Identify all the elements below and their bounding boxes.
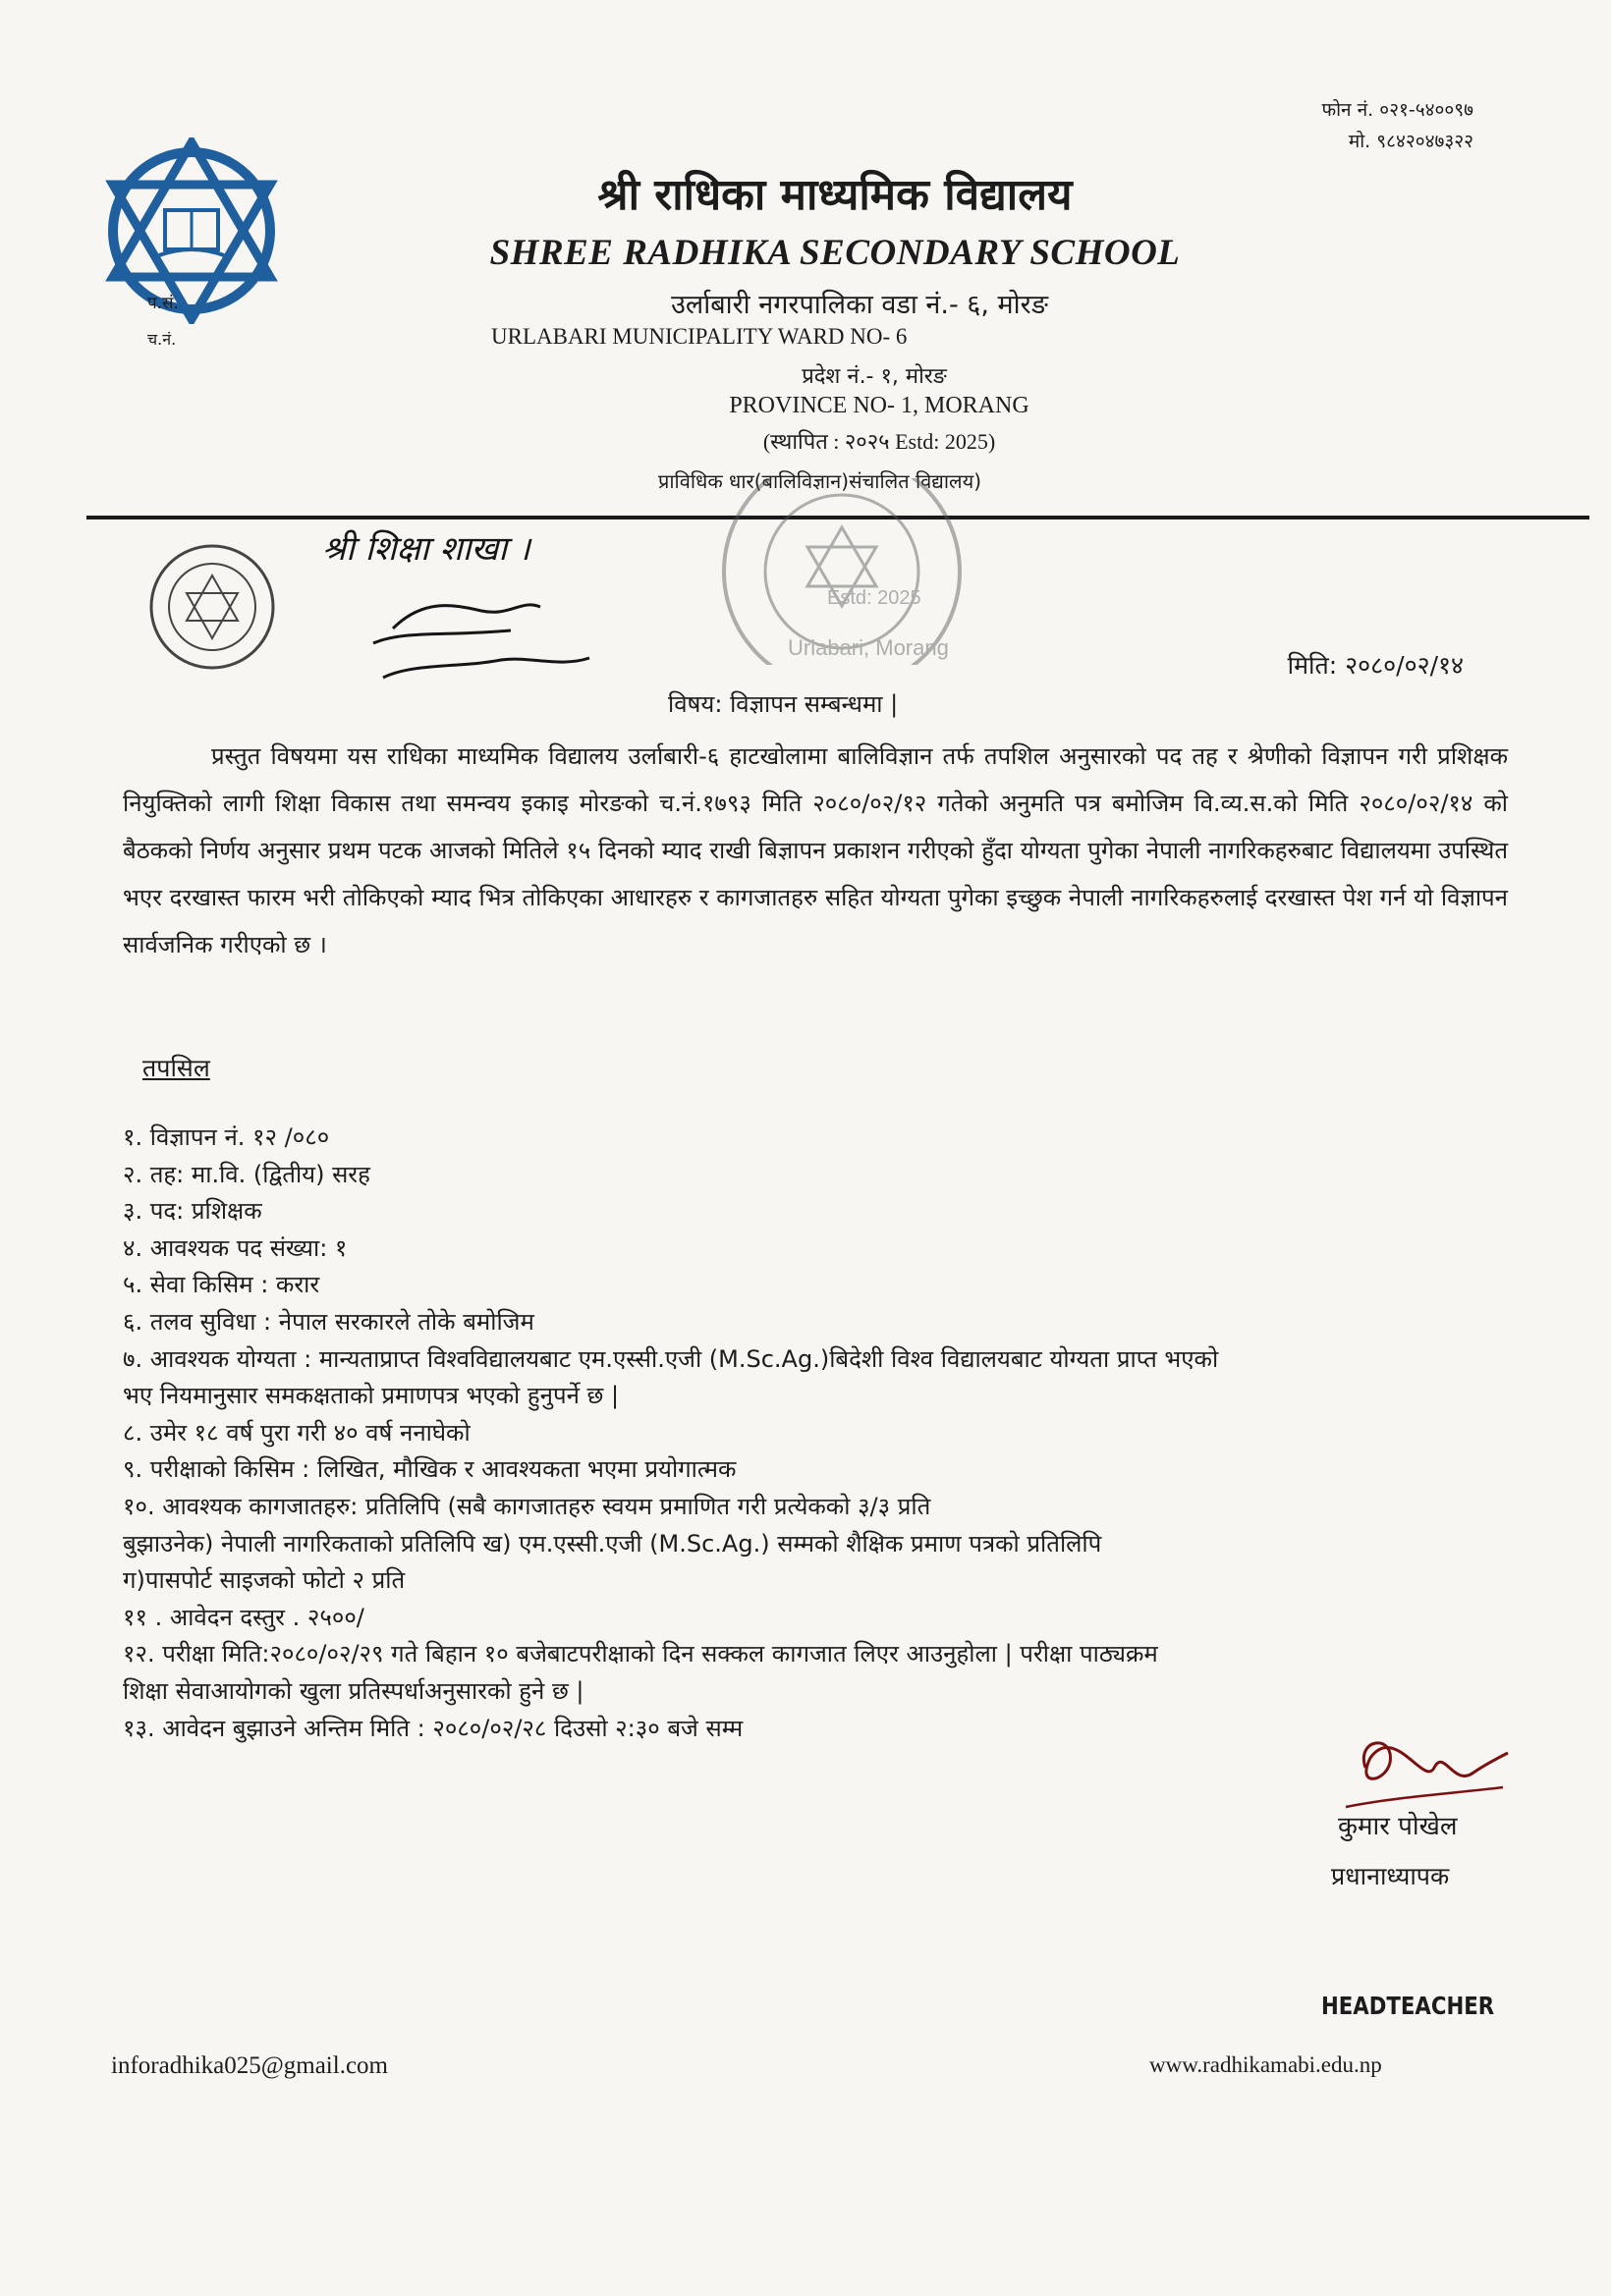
list-item: शिक्षा सेवाआयोगको खुला प्रतिस्पर्धाअनुसारको हुने छ | xyxy=(123,1676,584,1705)
list-item: ३. पद: प्रशिक्षक xyxy=(123,1197,262,1226)
list-item: १३. आवेदन बुझाउने अन्तिम मिति : २०८०/०२/२८ दिउसो २:३० बजे सम्म xyxy=(123,1714,744,1742)
list-item: १०. आवश्यक कागजातहरु: प्रतिलिपि (सबै कागजातहरु स्वयम प्रमाणित गरी प्रत्येकको ३/३ प्रति xyxy=(123,1492,931,1520)
list-item: १२. परीक्षा मिति:२०८०/०२/२९ गते बिहान १० बजेबाटपरीक्षाको दिन सक्कल कागजात लिएर आउनुहोला | परीक्षा पाठ्यक्रम xyxy=(123,1640,1158,1668)
stamp-place-text: Urlabari, Morang xyxy=(788,635,949,660)
established-year: (स्थापित : २०२५ Estd: 2025) xyxy=(762,429,996,454)
list-item: ९. परीक्षाको किसिम : लिखित, मौखिक र आवश्यकता भएमा प्रयोगात्मक xyxy=(123,1455,737,1484)
list-item: १. विज्ञापन नं. १२ /०८० xyxy=(123,1123,330,1151)
dispatch-number-label: च.नं. xyxy=(147,330,177,349)
municipality-english: URLABARI MUNICIPALITY WARD NO- 6 xyxy=(491,324,908,349)
details-heading: तपसिल xyxy=(142,1054,210,1082)
technical-stream-note: प्राविधिक धार(बालिविज्ञान)संचालित विद्यालय) xyxy=(658,469,982,493)
signatory-name: कुमार पोखेल xyxy=(1338,1812,1458,1841)
letter-body: प्रस्तुत विषयमा यस राधिका माध्यमिक विद्यालय उर्लाबारी-६ हाटखोलामा बालिविज्ञान तर्फ तपशिल अनुसारको पद तह र श्रेणीको विज्ञापन गरी प्रशिक्षक नियुक्तिको लागी शिक्षा विकास तथा समन्वय इकाइ मोरङको च.नं.१७९३ मिति २०८०/०२/१२ गतेको अनुमति पत्र बमोजिम वि.व्य.स.को मिति २०८०/०२/१४ को बैठकको निर्णय अनुसार प्रथम पटक आजको मितिले १५ दिनको म्याद राखी बिज्ञापन प्रकाशन गरीएको हुँदा योग्यता पुगेका नेपाली नागरिकहरुबाट विद्यालयमा उपस्थित भएर दरखास्त फारम भरी तोकिएको म्याद भित्र तोकिएका आधारहरु र कागजातहरु सहित योग्यता पुगेका इच्छुक नेपाली नागरिकहरुलाई दरखास्त पेश गर्न यो विज्ञापन सार्वजनिक गरीएको छ । xyxy=(123,742,1508,958)
school-stamp-round xyxy=(709,478,974,665)
handwritten-recipient xyxy=(314,520,648,697)
list-item: बुझाउनेक) नेपाली नागरिकताको प्रतिलिपि ख) एम.एस्सी.एजी (M.Sc.Ag.) सम्मको शैक्षिक प्रमाण पत्रको प्रतिलिपि xyxy=(123,1529,1102,1558)
letter-date: मिति: २०८०/०२/१४ xyxy=(1287,651,1464,680)
footer-email: inforadhika025@gmail.com xyxy=(111,2052,388,2079)
list-item: ११ . आवेदन दस्तुर . २५००/ xyxy=(123,1603,364,1631)
stamp-estd-text: Estd: 2025 xyxy=(827,587,921,609)
province-english: PROVINCE NO- 1, MORANG xyxy=(729,393,1029,418)
headteacher-label: HEADTEACHER xyxy=(1321,1992,1495,2020)
list-item: ग)पासपोर्ट साइजको फोटो २ प्रति xyxy=(123,1566,406,1595)
school-stamp-small xyxy=(145,540,279,674)
list-item: ५. सेवा किसिम : करार xyxy=(123,1271,320,1299)
school-name-english: SHREE RADHIKA SECONDARY SCHOOL xyxy=(489,233,1181,273)
province-nepali: प्रदेश नं.- १, मोरङ xyxy=(802,364,947,389)
phone-number: फोन नं. ०२१-५४००९७ xyxy=(1321,99,1473,121)
reference-label: प.सं. xyxy=(147,294,179,313)
list-item: २. तह: मा.वि. (द्वितीय) सरह xyxy=(123,1160,370,1188)
list-item: ६. तलव सुविधा : नेपाल सरकारले तोके बमोजिम xyxy=(123,1307,534,1336)
list-item: ४. आवश्यक पद संख्या: १ xyxy=(123,1233,348,1262)
school-name-nepali: श्री राधिका माध्यमिक विद्यालय xyxy=(597,170,1073,220)
footer-website: www.radhikamabi.edu.np xyxy=(1149,2052,1382,2077)
municipality-nepali: उर्लाबारी नगरपालिका वडा नं.- ६, मोरङ xyxy=(671,290,1048,320)
signatory-title: प्रधानाध्यापक xyxy=(1331,1862,1450,1890)
handwritten-recipient-text: श्री शिक्षा शाखा । xyxy=(322,529,530,569)
mobile-number: मो. ९८४२०४७३२२ xyxy=(1348,131,1473,152)
list-item: ८. उमेर १८ वर्ष पुरा गरी ४० वर्ष ननाघेको xyxy=(123,1418,471,1447)
details-list xyxy=(123,1120,1518,1747)
list-item: भए नियमानुसार समकक्षताको प्रमाणपत्र भएको हुनुपर्ने छ | xyxy=(123,1382,620,1410)
contact-numbers xyxy=(1321,94,1473,157)
letter-subject: विषय: विज्ञापन सम्बन्धमा | xyxy=(668,690,899,718)
list-item: ७. आवश्यक योग्यता : मान्यताप्राप्त विश्वविद्यालयबाट एम.एस्सी.एजी (M.Sc.Ag.)बिदेशी विश्व विद्यालयबाट योग्यता प्राप्त भएको xyxy=(123,1344,1219,1373)
